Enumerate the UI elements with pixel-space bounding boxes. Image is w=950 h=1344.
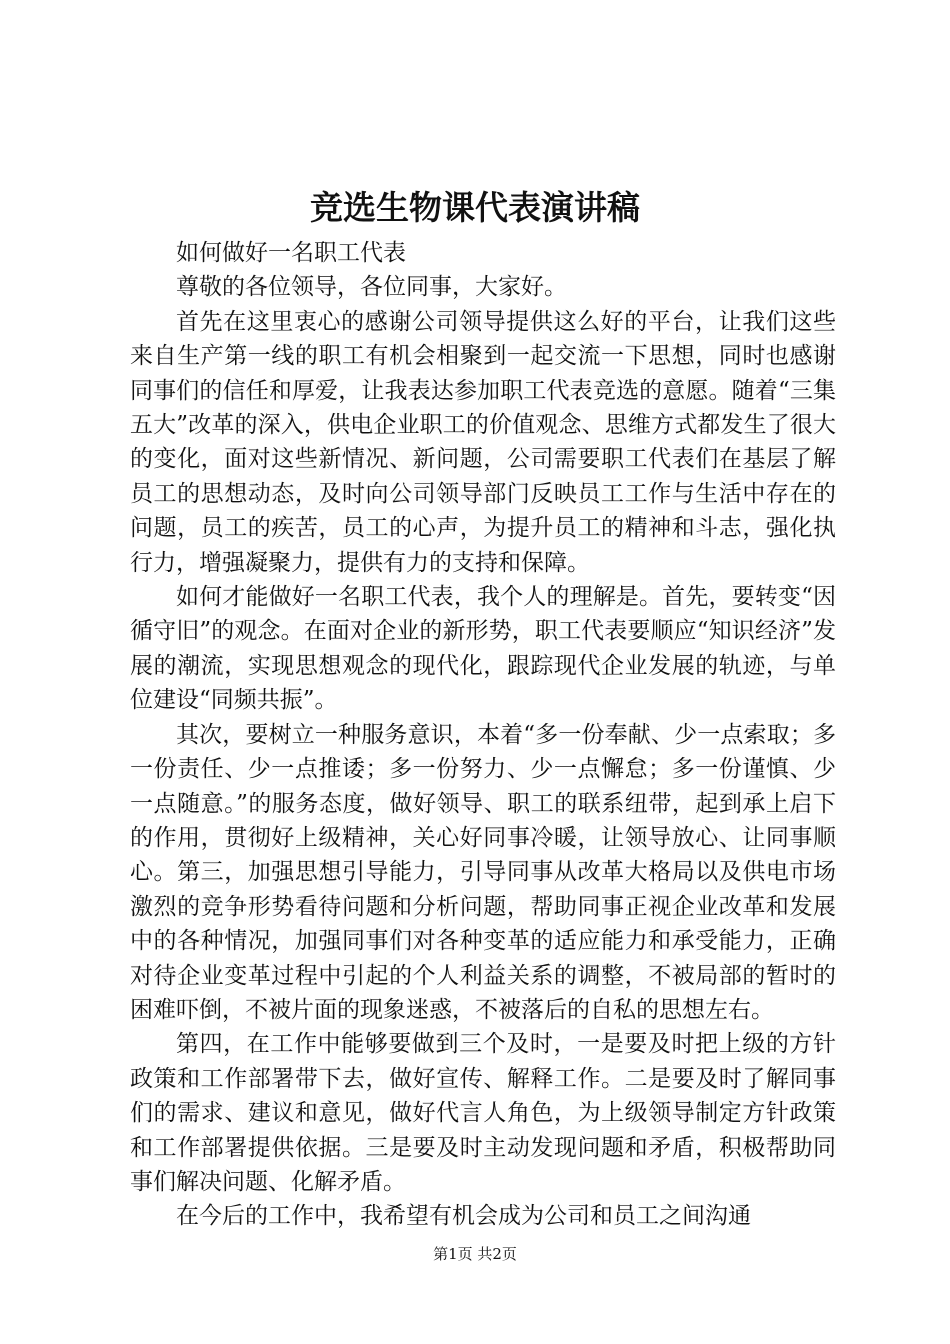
paragraph-body: 第四，在工作中能够要做到三个及时，一是要及时把上级的方针政策和工作部署带下去，做好宣传、解释工作。二是要及时了解同事们的需求、建议和意见，做好代言人角色，为上级领导制定方针政策和工作部署提供依据。三是要及时主动发现问题和矛盾，积极帮助同事们解决问题、化解矛盾。 [130,1031,836,1195]
document-body [130,236,836,1234]
paragraph-body: 首先在这里衷心的感谢公司领导提供这么好的平台，让我们这些来自生产第一线的职工有机会相聚到一起交流一下思想，同时也感谢同事们的信任和厚爱，让我表达参加职工代表竞选的意愿。随着“三集五大”改革的深入，供电企业职工的价值观念、思维方式都发生了很大的变化，面对这些新情况、新问题，公司需要职工代表们在基层了解员工的思想动态，及时向公司领导部门反映员工工作与生活中存在的问题，员工的疾苦，员工的心声，为提升员工的精神和斗志，强化执行力，增强凝聚力，提供有力的支持和保障。 [130,308,836,576]
paragraph-body: 在今后的工作中，我希望有机会成为公司和员工之间沟通 [176,1203,751,1230]
page-title: 竞选生物课代表演讲稿 [310,188,640,227]
paragraph-greeting: 尊敬的各位领导，各位同事，大家好。 [176,274,567,301]
paragraph-subtitle: 如何做好一名职工代表 [176,240,406,266]
paragraph-body: 其次，要树立一种服务意识，本着“多一份奉献、少一点索取；多一份责任、少一点推诿；多一份努力、少一点懈怠；多一份谨慎、少一点随意。”的服务态度，做好领导、职工的联系纽带，起到承上启下的作用，贯彻好上级精神，关心好同事冷暖，让领导放心、让同事顺心。第三，加强思想引导能力，引导同事从改革大格局以及供电市场激烈的竞争形势看待问题和分析问题，帮助同事正视企业改革和发展中的各种情况，加强同事们对各种变革的适应能力和承受能力，正确对待企业变革过程中引起的个人利益关系的调整，不被局部的暂时的困难吓倒，不被片面的现象迷惑，不被落后的自私的思想左右。 [130,721,836,1023]
paragraph-body: 如何才能做好一名职工代表，我个人的理解是。首先，要转变“因循守旧”的观念。在面对企业的新形势，职工代表要顺应“知识经济”发展的潮流，实现思想观念的现代化，跟踪现代企业发展的轨迹，与单位建设“同频共振”。 [130,584,836,714]
page-number-footer: 第1页 共2页 [433,1245,517,1263]
